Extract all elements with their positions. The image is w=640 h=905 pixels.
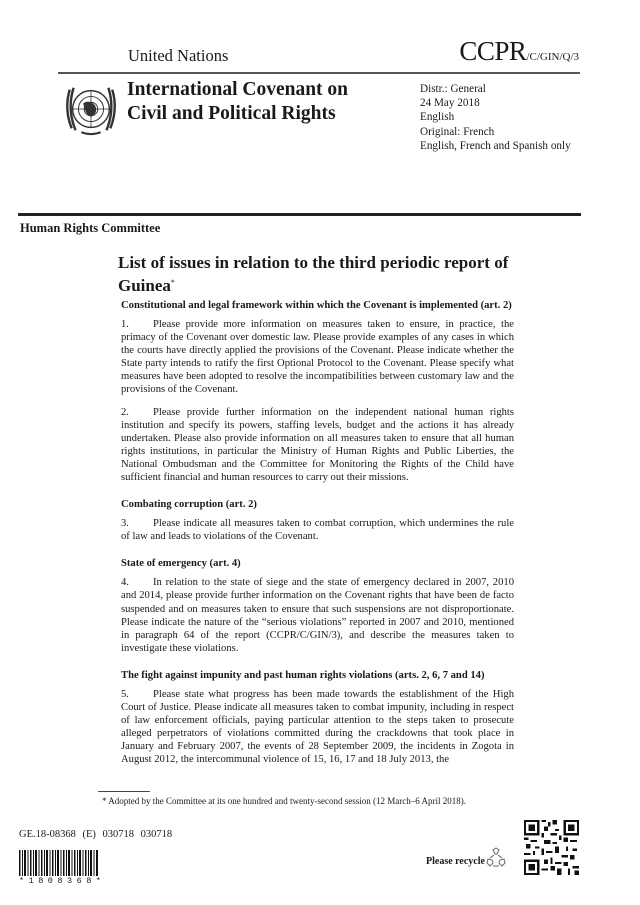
- distribution-block: [420, 82, 571, 153]
- document-body: [121, 299, 514, 775]
- document-symbol: [459, 36, 579, 67]
- barcode-number: *1808368*: [19, 876, 106, 886]
- section-rule: [18, 213, 581, 216]
- footnote-marker: *: [170, 278, 175, 287]
- symbol-sub: /C/GIN/Q/3: [526, 51, 579, 63]
- section-heading: The fight against impunity and past human rights violations (arts. 2, 6, 7 and 14): [121, 669, 485, 681]
- distr-general: Distr.: General: [420, 83, 486, 95]
- section-heading: Combating corruption (art. 2): [121, 499, 257, 511]
- recycle-icon: [485, 847, 507, 869]
- title-line-1: International Covenant on: [127, 79, 349, 100]
- organization-name: United Nations: [128, 46, 229, 65]
- committee-name: Human Rights Committee: [20, 221, 161, 235]
- distr-language: English: [420, 111, 455, 124]
- distr-original: Original: French: [420, 125, 495, 138]
- paragraph: 2. Please provide further information on the independent national human rights institution and specify its powers, staffing levels, budget and the actions it has already undertaken. Please also provide information on all measures taken to ensure that all human rights institutions, in particular the Ministry of Human Rights and Public Liberties, the National Ombudsman and the Committee for Monitoring the Rights of the Child have sufficient financial and human resources to carry out their missions.: [121, 406, 514, 484]
- title-line-2: Civil and Political Rights: [127, 103, 336, 124]
- qr-code-icon: [524, 820, 579, 875]
- header-rule: [58, 72, 580, 74]
- paragraph: 4. In relation to the state of siege and the state of emergency declared in 2007, 2010 and 2014, please provide further information on the Covenant rights that have been de facto suspended and on measures taken to ensure that such suspensions are not disproportionate. Please indicate the nature of the “serious violations” reported in 2007 and 2010, mentioned in paragraph 64 of the report (CCPR/C/GIN/3), and describe the measures taken to investigate these violations.: [121, 577, 514, 654]
- distr-date: 24 May 2018: [420, 97, 480, 110]
- symbol-main: CCPR: [459, 36, 527, 66]
- distr-languages-only: English, French and Spanish only: [420, 139, 571, 152]
- footnote-rule: [98, 791, 150, 792]
- paragraph: 5. Please state what progress has been made towards the establishment of the High Court of Justice. Please indicate all measures taken to combat impunity, including in respect of law enforcement officials, paying particular attention to the steps taken to prosecute alleged perpetrators of violations committed during the crackdowns that took place in January and February 2007, the events of 28 September 2009, the incidents in Zogota in August 2012, the intercommunal violence of 15, 16, 17 and 18 July 2013, the: [121, 688, 514, 766]
- job-number: GE.18-08368 (E) 030718 030718: [19, 829, 173, 840]
- paragraph: 1. Please provide more information on measures taken to ensure, in practice, the primacy of the Covenant over domestic law. Please provide examples of any cases in which the courts have directly applied the provisions of the Covenant. Please indicate whether the State party intends to ratify the first Optional Protocol to the Covenant. Please specify what measures have been adopted to resolve the incompatibilities between customary law and the provisions of the Covenant.: [121, 319, 514, 396]
- footnote: * Adopted by the Committee at its one hundred and twenty-second session (12 March–6 April 2018).: [102, 796, 466, 806]
- un-emblem-icon: [62, 80, 120, 138]
- section-heading: State of emergency (art. 4): [121, 558, 241, 570]
- recycle-label: Please recycle: [426, 856, 485, 867]
- document-title: List of issues in relation to the third periodic report of Guinea*: [118, 253, 509, 295]
- covenant-title: [127, 78, 348, 126]
- barcode-icon: [19, 850, 99, 876]
- paragraph: 3. Please indicate all measures taken to combat corruption, which undermines the rule of law and leads to violations of the Covenant.: [121, 518, 514, 543]
- section-heading: Constitutional and legal framework within which the Covenant is implemented (art. 2): [121, 300, 512, 311]
